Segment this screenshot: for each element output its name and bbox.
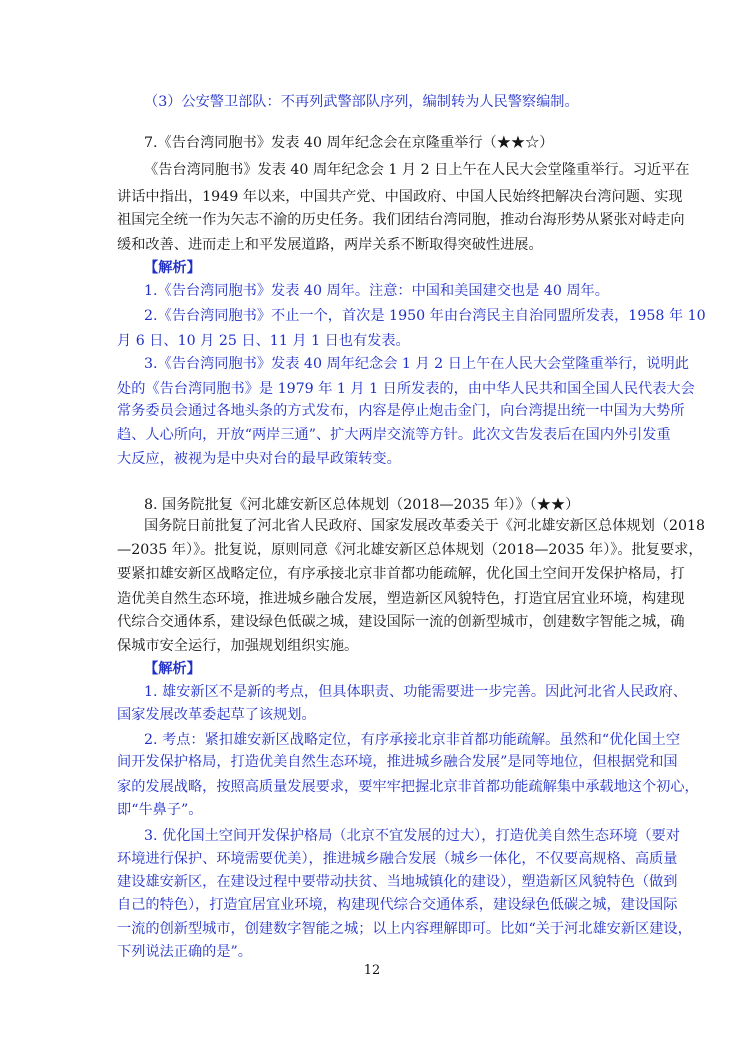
- text-line: 处的《告台湾同胞书》是 1979 年 1 月 1 日所发表的，由中华人民共和国全国人民代表大会: [117, 381, 695, 397]
- text-line: 祖国完全统一作为矢志不渝的历史任务。我们团结台湾同胞，推动台海形势从紧张对峙走向: [117, 212, 685, 228]
- text-line: 要紧扣雄安新区战略定位，有序承接北京非首都功能疏解，优化国土空间开发保护格局，打: [117, 566, 685, 582]
- text-line: 《告台湾同胞书》发表 40 周年纪念会 1 月 2 日上午在人民大会堂隆重举行。习近平在: [144, 162, 690, 178]
- text-line: 家的发展战略，按照高质量发展要求，要牢牢把握北京非首都功能疏解集中承载地这个初心，: [117, 779, 699, 795]
- text-line: 代综合交通体系，建设绿色低碳之城，建设国际一流的创新型城市，创建数字智能之城，确: [117, 614, 685, 630]
- text-line: 3. 优化国土空间开发保护格局（北京不宜发展的过大），打造优美自然生态环境（要对: [144, 828, 680, 844]
- text-line: —2035 年）》。批复说，原则同意《河北雄安新区总体规划（2018—2035 年）》。批复要求，: [117, 542, 703, 558]
- text-line: 1.《告台湾同胞书》发表 40 周年。注意：中国和美国建交也是 40 周年。: [144, 283, 609, 299]
- text-line: （3）公安警卫部队：不再列武警部队序列，编制转为人民警察编制。: [144, 94, 579, 110]
- text-line: 常务委员会通过各地头条的方式发布，内容是停止炮击金门，向台湾提出统一中国为大势所: [117, 403, 685, 419]
- text-line: 趋、人心所向，开放“两岸三通”、扩大两岸交流等方针。此次文告发表后在国内外引发重: [117, 427, 671, 443]
- text-line: 保城市安全运行，加强规划组织实施。: [117, 638, 359, 654]
- text-line: 7.《告台湾同胞书》发表 40 周年纪念会在京隆重举行（★★☆）: [144, 135, 554, 151]
- text-line: 1. 雄安新区不是新的考点，但具体职责、功能需要进一步完善。因此河北省人民政府、: [144, 684, 687, 700]
- text-line: 讲话中指出，1949 年以来，中国共产党、中国政府、中国人民始终把解决台湾问题、实现: [117, 189, 683, 205]
- text-line: 下列说法正确的是”。: [117, 944, 252, 960]
- text-line: 3.《告台湾同胞书》发表 40 周年纪念会 1 月 2 日上午在人民大会堂隆重举行，说明此: [144, 356, 689, 372]
- text-line: 大反应，被视为是中央对台的最早政策转变。: [117, 451, 401, 467]
- text-line: 一流的创新型城市，创建数字智能之城；以上内容理解即可。比如“关于河北雄安新区建设，: [117, 921, 692, 937]
- text-line: 间开发保护格局，打造优美自然生态环境，推进城乡融合发展”是同等地位，但根据党和国: [117, 754, 678, 770]
- text-line: 【解析】: [144, 661, 201, 677]
- text-line: 造优美自然生态环境，推进城乡融合发展，塑造新区风貌特色，打造宜居宜业环境，构建现: [117, 591, 685, 607]
- text-line: 建设雄安新区，在建设过程中要带动扶贫、当地城镇化的建设），塑造新区风貌特色（做到: [117, 874, 678, 890]
- text-line: 国务院日前批复了河北省人民政府、国家发展改革委关于《河北雄安新区总体规划（2018: [144, 518, 706, 534]
- text-line: 缓和改善、进而走上和平发展道路，两岸关系不断取得突破性进展。: [117, 237, 543, 253]
- text-line: 8. 国务院批复《河北雄安新区总体规划（2018—2035 年）》（★★）: [144, 497, 580, 513]
- text-line: 自己的特色），打造宜居宜业环境，构建现代综合交通体系，建设绿色低碳之城，建设国际: [117, 897, 678, 913]
- text-line: 月 6 日、10 月 25 日、11 月 1 日也有发表。: [117, 333, 410, 349]
- text-line: 2.《告台湾同胞书》不止一个，首次是 1950 年由台湾民主自治同盟所发表，1958 年 10: [144, 308, 706, 324]
- text-line: 2. 考点：紧扣雄安新区战略定位，有序承接北京非首都功能疏解。虽然和“优化国土空: [144, 732, 681, 748]
- text-line: 环境进行保护、环境需要优美），推进城乡融合发展（城乡一体化，不仅要高规格、高质量: [117, 851, 678, 867]
- text-line: 国家发展改革委起草了该规划。: [117, 707, 316, 723]
- text-line: 即“牛鼻子”。: [117, 802, 203, 818]
- page-number: 12: [363, 963, 381, 978]
- text-line: 【解析】: [144, 260, 201, 276]
